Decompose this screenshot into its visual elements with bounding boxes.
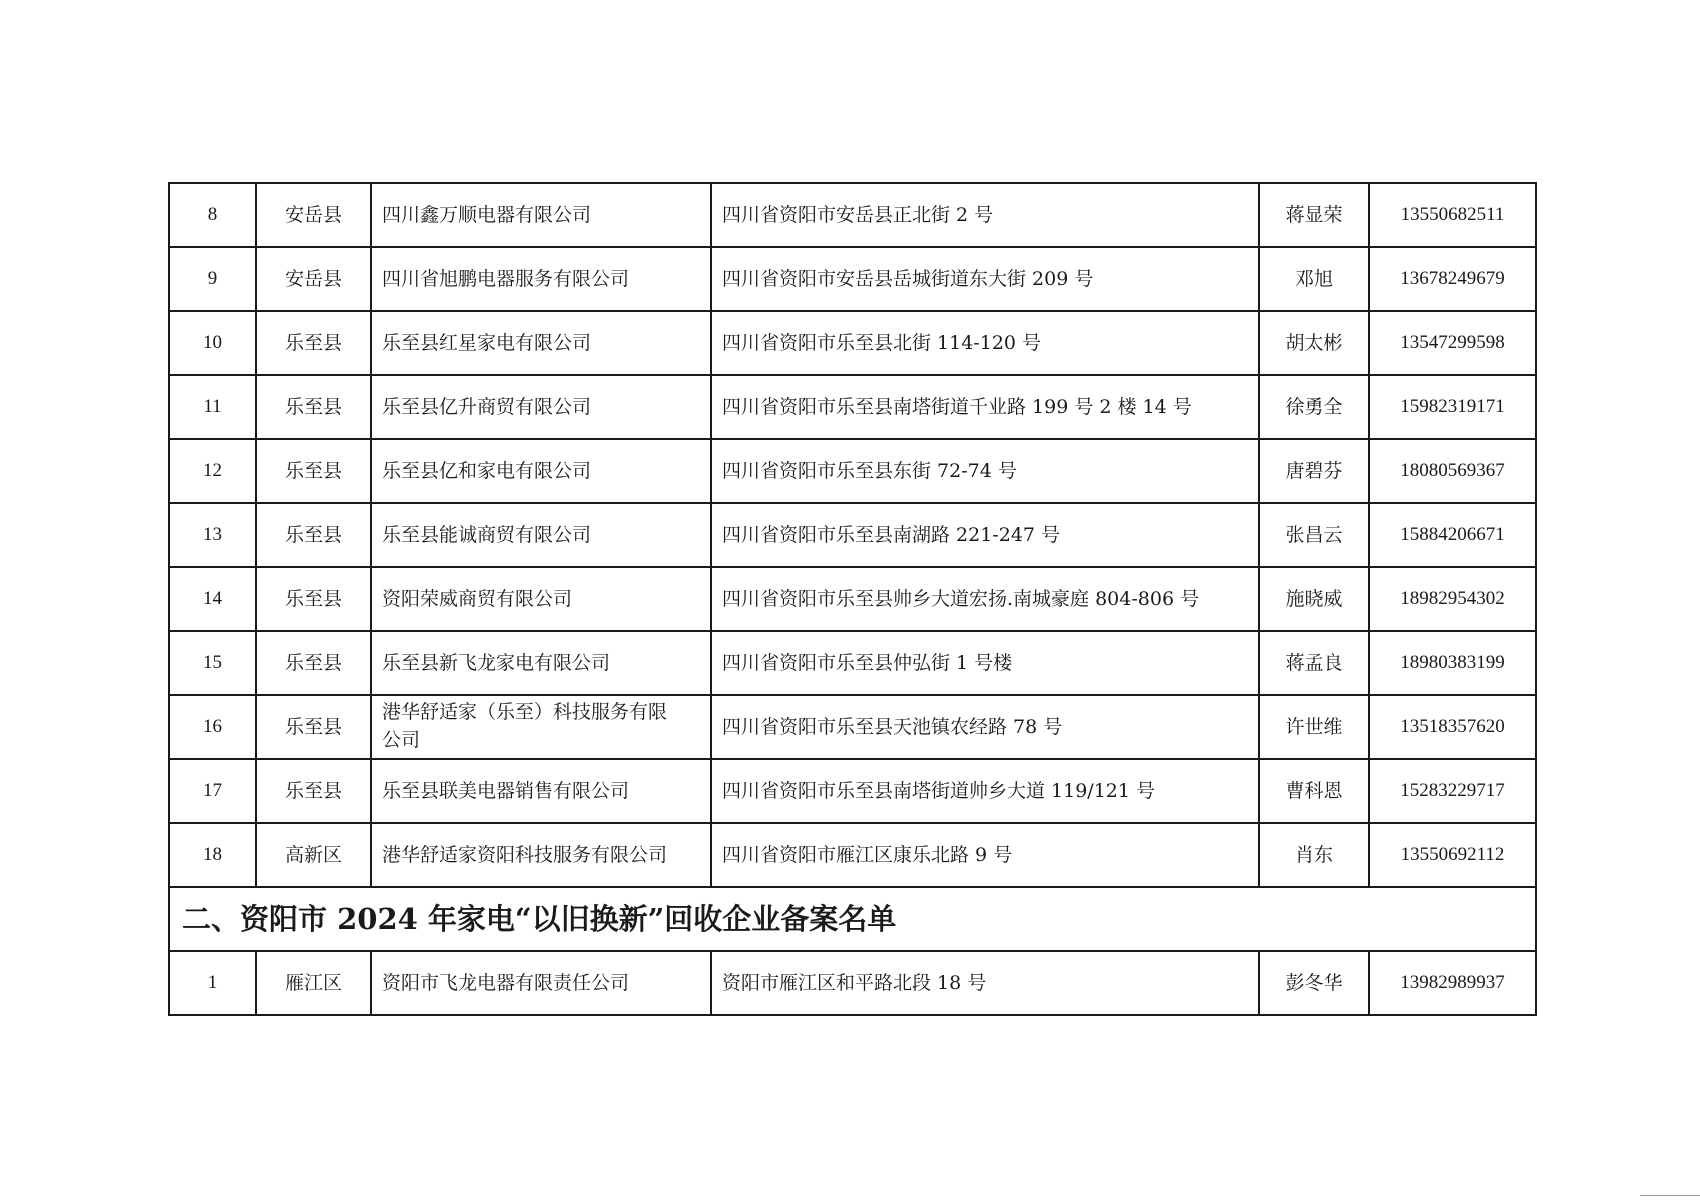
address-cell: 四川省资阳市乐至县北街 114-120 号 bbox=[711, 311, 1259, 375]
district-cell: 乐至县 bbox=[256, 759, 371, 823]
contact-person-cell: 徐勇全 bbox=[1259, 375, 1369, 439]
district-cell: 雁江区 bbox=[256, 951, 371, 1015]
table-row bbox=[169, 695, 1536, 759]
company-cell: 乐至县联美电器销售有限公司 bbox=[371, 759, 711, 823]
table-row bbox=[169, 631, 1536, 695]
company-cell: 港华舒适家资阳科技服务有限公司 bbox=[371, 823, 711, 887]
address-cell: 四川省资阳市安岳县岳城街道东大街 209 号 bbox=[711, 247, 1259, 311]
address-cell: 资阳市雁江区和平路北段 18 号 bbox=[711, 951, 1259, 1015]
phone-cell: 15982319171 bbox=[1369, 375, 1536, 439]
contact-person-cell: 肖东 bbox=[1259, 823, 1369, 887]
table-row bbox=[169, 375, 1536, 439]
row-number: 14 bbox=[169, 567, 256, 631]
contact-person-cell: 彭冬华 bbox=[1259, 951, 1369, 1015]
address-cell: 四川省资阳市乐至县帅乡大道宏扬.南城豪庭 804-806 号 bbox=[711, 567, 1259, 631]
company-cell: 乐至县能诚商贸有限公司 bbox=[371, 503, 711, 567]
row-number: 10 bbox=[169, 311, 256, 375]
district-cell: 高新区 bbox=[256, 823, 371, 887]
company-name-line-2: 公司 bbox=[382, 729, 421, 751]
section-heading: 二、资阳市 2024 年家电“以旧换新”回收企业备案名单 bbox=[169, 887, 1536, 951]
page-corner-divider bbox=[1640, 1195, 1700, 1196]
contact-person-cell: 曹科恩 bbox=[1259, 759, 1369, 823]
address-cell: 四川省资阳市乐至县南塔街道帅乡大道 119/121 号 bbox=[711, 759, 1259, 823]
table-row bbox=[169, 759, 1536, 823]
address-cell: 四川省资阳市雁江区康乐北路 9 号 bbox=[711, 823, 1259, 887]
table-row bbox=[169, 951, 1536, 1015]
address-cell: 四川省资阳市乐至县天池镇农经路 78 号 bbox=[711, 695, 1259, 759]
contact-person-cell: 张昌云 bbox=[1259, 503, 1369, 567]
district-cell: 乐至县 bbox=[256, 695, 371, 759]
contact-person-cell: 蒋孟良 bbox=[1259, 631, 1369, 695]
table-row bbox=[169, 183, 1536, 247]
phone-cell: 15283229717 bbox=[1369, 759, 1536, 823]
row-number: 9 bbox=[169, 247, 256, 311]
phone-cell: 13678249679 bbox=[1369, 247, 1536, 311]
company-cell: 乐至县亿升商贸有限公司 bbox=[371, 375, 711, 439]
address-cell: 四川省资阳市乐至县南塔街道千业路 199 号 2 楼 14 号 bbox=[711, 375, 1259, 439]
address-cell: 四川省资阳市安岳县正北街 2 号 bbox=[711, 183, 1259, 247]
company-cell: 四川省旭鹏电器服务有限公司 bbox=[371, 247, 711, 311]
phone-cell: 13550692112 bbox=[1369, 823, 1536, 887]
row-number: 16 bbox=[169, 695, 256, 759]
district-cell: 乐至县 bbox=[256, 439, 371, 503]
phone-cell: 18982954302 bbox=[1369, 567, 1536, 631]
table-row bbox=[169, 439, 1536, 503]
district-cell: 安岳县 bbox=[256, 247, 371, 311]
phone-cell: 13518357620 bbox=[1369, 695, 1536, 759]
row-number: 11 bbox=[169, 375, 256, 439]
contact-person-cell: 唐碧芬 bbox=[1259, 439, 1369, 503]
row-number: 13 bbox=[169, 503, 256, 567]
contact-person-cell: 施晓威 bbox=[1259, 567, 1369, 631]
phone-cell: 15884206671 bbox=[1369, 503, 1536, 567]
company-cell: 资阳荣威商贸有限公司 bbox=[371, 567, 711, 631]
row-number: 1 bbox=[169, 951, 256, 1015]
company-cell: 乐至县新飞龙家电有限公司 bbox=[371, 631, 711, 695]
contact-person-cell: 许世维 bbox=[1259, 695, 1369, 759]
table-row bbox=[169, 311, 1536, 375]
district-cell: 安岳县 bbox=[256, 183, 371, 247]
row-number: 12 bbox=[169, 439, 256, 503]
phone-cell: 13547299598 bbox=[1369, 311, 1536, 375]
phone-cell: 13550682511 bbox=[1369, 183, 1536, 247]
company-list-table bbox=[168, 182, 1537, 1016]
contact-person-cell: 胡太彬 bbox=[1259, 311, 1369, 375]
district-cell: 乐至县 bbox=[256, 311, 371, 375]
district-cell: 乐至县 bbox=[256, 375, 371, 439]
company-name-line-1: 港华舒适家（乐至）科技服务有限 bbox=[382, 701, 668, 724]
phone-cell: 18080569367 bbox=[1369, 439, 1536, 503]
company-cell: 乐至县亿和家电有限公司 bbox=[371, 439, 711, 503]
contact-person-cell: 邓旭 bbox=[1259, 247, 1369, 311]
company-cell: 乐至县红星家电有限公司 bbox=[371, 311, 711, 375]
table-row bbox=[169, 247, 1536, 311]
district-cell: 乐至县 bbox=[256, 631, 371, 695]
table-row bbox=[169, 503, 1536, 567]
row-number: 8 bbox=[169, 183, 256, 247]
company-cell bbox=[371, 695, 711, 759]
district-cell: 乐至县 bbox=[256, 503, 371, 567]
table-row bbox=[169, 823, 1536, 887]
address-cell: 四川省资阳市乐至县南湖路 221-247 号 bbox=[711, 503, 1259, 567]
row-number: 17 bbox=[169, 759, 256, 823]
address-cell: 四川省资阳市乐至县东街 72-74 号 bbox=[711, 439, 1259, 503]
district-cell: 乐至县 bbox=[256, 567, 371, 631]
phone-cell: 18980383199 bbox=[1369, 631, 1536, 695]
phone-cell: 13982989937 bbox=[1369, 951, 1536, 1015]
row-number: 18 bbox=[169, 823, 256, 887]
table-row bbox=[169, 567, 1536, 631]
address-cell: 四川省资阳市乐至县仲弘街 1 号楼 bbox=[711, 631, 1259, 695]
contact-person-cell: 蒋显荣 bbox=[1259, 183, 1369, 247]
company-cell: 四川鑫万顺电器有限公司 bbox=[371, 183, 711, 247]
section-heading-row bbox=[169, 887, 1536, 951]
company-cell: 资阳市飞龙电器有限责任公司 bbox=[371, 951, 711, 1015]
row-number: 15 bbox=[169, 631, 256, 695]
